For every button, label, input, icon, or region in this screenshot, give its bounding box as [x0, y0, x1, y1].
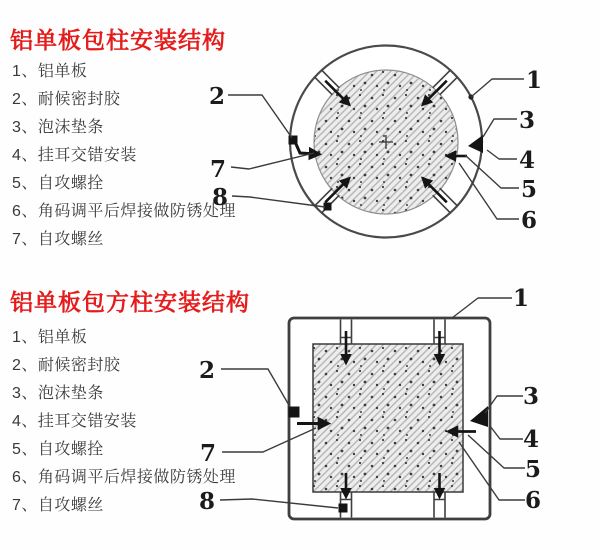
legend-item: 2、耐候密封胶: [12, 91, 121, 108]
legend-item: 5、自攻螺拴: [12, 441, 104, 458]
legend-item: 1、铝单板: [12, 63, 88, 80]
legend-item: 3、泡沫垫条: [12, 119, 104, 136]
angle-code-mark: [339, 504, 348, 513]
legend-item: 6、角码调平后焊接做防锈处理: [12, 469, 236, 486]
callout-7: 7: [209, 156, 227, 183]
legend-item: 2、耐候密封胶: [12, 357, 121, 374]
callout-4: 4: [518, 147, 536, 174]
callout-2: 2: [208, 83, 226, 110]
concrete-core: [313, 344, 463, 492]
callout-1: 1: [525, 67, 543, 94]
sealant-mark: [289, 407, 300, 418]
callout-6: 6: [524, 487, 542, 514]
callout-8: 8: [198, 488, 216, 515]
sealant-mark: [289, 136, 298, 145]
legend-item: 7、自攻螺丝: [12, 231, 104, 248]
callout-1: 1: [512, 285, 530, 312]
callout-5: 5: [520, 176, 538, 203]
section-title-round-column: 铝单板包柱安装结构: [10, 27, 226, 53]
callout-3: 3: [522, 383, 540, 410]
legend-item: 3、泡沫垫条: [12, 385, 104, 402]
callout-5: 5: [524, 456, 542, 483]
square-column-cross-section-diagram: [0, 275, 600, 550]
callout-6: 6: [520, 207, 538, 234]
callout-2: 2: [198, 357, 216, 384]
callout-4: 4: [522, 426, 540, 453]
callout-3: 3: [518, 107, 536, 134]
legend-item: 5、自攻螺拴: [12, 175, 104, 192]
callout-8: 8: [211, 184, 229, 211]
section-title-square-column: 铝单板包方柱安装结构: [10, 289, 250, 315]
legend-item: 4、挂耳交错安装: [12, 413, 137, 430]
legend-item: 6、角码调平后焊接做防锈处理: [12, 203, 236, 220]
legend-item: 4、挂耳交错安装: [12, 147, 137, 164]
callout-7: 7: [199, 440, 217, 467]
legend-item: 1、铝单板: [12, 329, 88, 346]
legend-item: 7、自攻螺丝: [12, 497, 104, 514]
